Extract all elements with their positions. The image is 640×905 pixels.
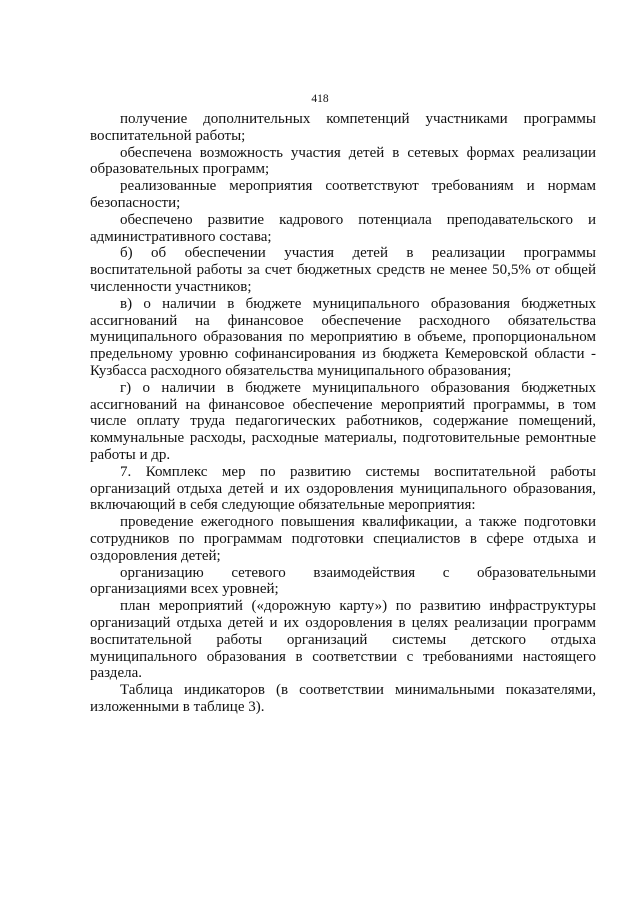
paragraph: обеспечена возможность участия детей в сетевых формах реализации образовательных программ;	[90, 144, 596, 178]
paragraph: получение дополнительных компетенций участниками программы воспитательной работы;	[90, 111, 596, 144]
page-number: 418	[311, 93, 329, 105]
paragraph: б) об обеспечении участия детей в реализации программы воспитательной работы за счет бюджетных средств не менее 50,5% от общей численности участников;	[90, 245, 596, 295]
paragraph: план мероприятий («дорожную карту») по развитию инфраструктуры организаций отдыха детей и их оздоровления в целях реализации программ воспитательной работы организаций системы детского отдыха муниципального образования в соответствии с требованиями настоящего раздела.	[90, 598, 596, 682]
paragraph: 7. Комплекс мер по развитию системы воспитательной работы организаций отдыха детей и их оздоровления муниципального образования, включающий в себя следующие обязательные мероприятия:	[90, 463, 596, 514]
paragraph: Таблица индикаторов (в соответствии минимальными показателями, изложенными в таблице 3).	[90, 682, 596, 715]
paragraph: обеспечено развитие кадрового потенциала преподавательского и административного состава;	[90, 211, 596, 245]
paragraph: в) о наличии в бюджете муниципального образования бюджетных ассигнований на финансовое обеспечение расходного обязательства муниципального образования по мероприятию в объеме, пропорциональном предельному уровню софинансирования из бюджета Кемеровской области - Кузбасса расходного обязательства муниципального образования;	[90, 295, 596, 379]
paragraph: г) о наличии в бюджете муниципального образования бюджетных ассигнований на финансовое обеспечение мероприятий программы, в том числе оплату труда педагогических работников, содержание помещений, коммунальные расходы, расходные материалы, подготовительные ремонтные работы и др.	[90, 379, 596, 463]
document-body	[90, 111, 596, 716]
paragraph: организацию сетевого взаимодействия с образовательными организациями всех уровней;	[90, 564, 596, 598]
paragraph: реализованные мероприятия соответствуют требованиям и нормам безопасности;	[90, 178, 596, 211]
paragraph: проведение ежегодного повышения квалификации, а также подготовки сотрудников по программам подготовки специалистов в сфере отдыха и оздоровления детей;	[90, 514, 596, 564]
